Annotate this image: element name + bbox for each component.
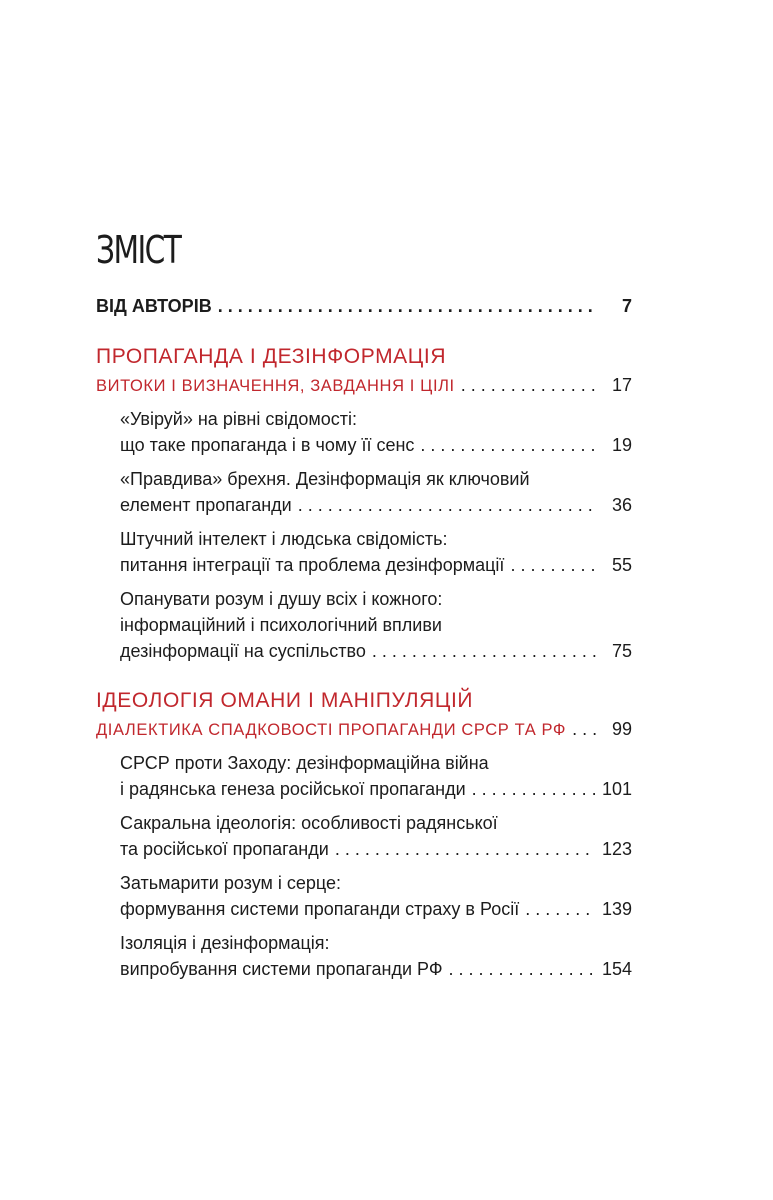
page-number: 55 (611, 555, 632, 575)
chapter-line: СРСР проти Заходу: дезінформаційна війна (120, 753, 489, 773)
toc-entry-preface[interactable] (96, 293, 632, 319)
page-number: 101 (601, 779, 632, 799)
chapter-line: Опанувати розум і душу всіх і кожного: (120, 589, 443, 609)
dot-leader (335, 836, 596, 862)
toc-entry-section-2[interactable] (96, 716, 632, 743)
chapter-line: дезінформації на суспільство (120, 641, 366, 661)
section-title: ІДЕОЛОГІЯ ОМАНИ І МАНІПУЛЯЦІЙ (96, 689, 474, 712)
dot-leader (510, 552, 596, 578)
dot-leader (420, 432, 596, 458)
dot-leader (461, 372, 596, 398)
chapter-line: та російської пропаганди (120, 839, 329, 859)
section-subtitle: ВИТОКИ І ВИЗНАЧЕННЯ, ЗАВДАННЯ І ЦІЛІ (96, 377, 455, 395)
dot-leader (372, 638, 596, 664)
chapter-line: питання інтеграції та проблема дезінформації (120, 555, 505, 575)
chapter-line: випробування системи пропаганди РФ (120, 959, 443, 979)
chapter-line: Ізоляція і дезінформація: (120, 933, 330, 953)
chapter-line: «Правдива» брехня. Дезінформація як ключовий (120, 469, 530, 489)
dot-leader (298, 492, 596, 518)
page-title: ЗМІСТ (96, 228, 181, 272)
dot-leader (472, 776, 596, 802)
toc-entry-chapter[interactable] (120, 956, 632, 982)
toc-entry-chapter[interactable] (120, 638, 632, 664)
toc-entry-chapter[interactable] (120, 432, 632, 458)
chapter-line: формування системи пропаганди страху в Росії (120, 899, 520, 919)
chapter-line: Затьмарити розум і серце: (120, 873, 342, 893)
page-number: 99 (611, 719, 632, 739)
page-number: 7 (621, 296, 632, 316)
chapter-line: Сакральна ідеологія: особливості радянської (120, 813, 498, 833)
chapter-line: Штучний інтелект і людська свідомість: (120, 529, 448, 549)
section-title: ПРОПАГАНДА І ДЕЗІНФОРМАЦІЯ (96, 345, 447, 368)
chapter-line: інформаційний і психологічний впливи (120, 615, 442, 635)
toc-entry-chapter[interactable] (120, 896, 632, 922)
dot-leader (525, 896, 596, 922)
dot-leader (218, 293, 596, 319)
toc-entry-chapter[interactable] (120, 552, 632, 578)
toc-entry-chapter[interactable] (120, 492, 632, 518)
section-subtitle: ДІАЛЕКТИКА СПАДКОВОСТІ ПРОПАГАНДИ СРСР ТА РФ (96, 721, 567, 739)
page-number: 17 (611, 375, 632, 395)
dot-leader (449, 956, 596, 982)
toc-entry-label: ВІД АВТОРІВ (96, 296, 212, 316)
page-number: 123 (601, 839, 632, 859)
page-number: 19 (611, 435, 632, 455)
page-number: 139 (601, 899, 632, 919)
page-number: 36 (611, 495, 632, 515)
chapter-line: і радянська генеза російської пропаганди (120, 779, 466, 799)
page-number: 75 (611, 641, 632, 661)
chapter-line: «Увіруй» на рівні свідомості: (120, 409, 358, 429)
toc-entry-section-1[interactable] (96, 372, 632, 399)
chapter-line: що таке пропаганда і в чому її сенс (120, 435, 415, 455)
page-number: 154 (601, 959, 632, 979)
toc-entry-chapter[interactable] (120, 836, 632, 862)
toc-entry-chapter[interactable] (120, 776, 632, 802)
dot-leader (572, 716, 596, 742)
chapter-line: елемент пропаганди (120, 495, 292, 515)
